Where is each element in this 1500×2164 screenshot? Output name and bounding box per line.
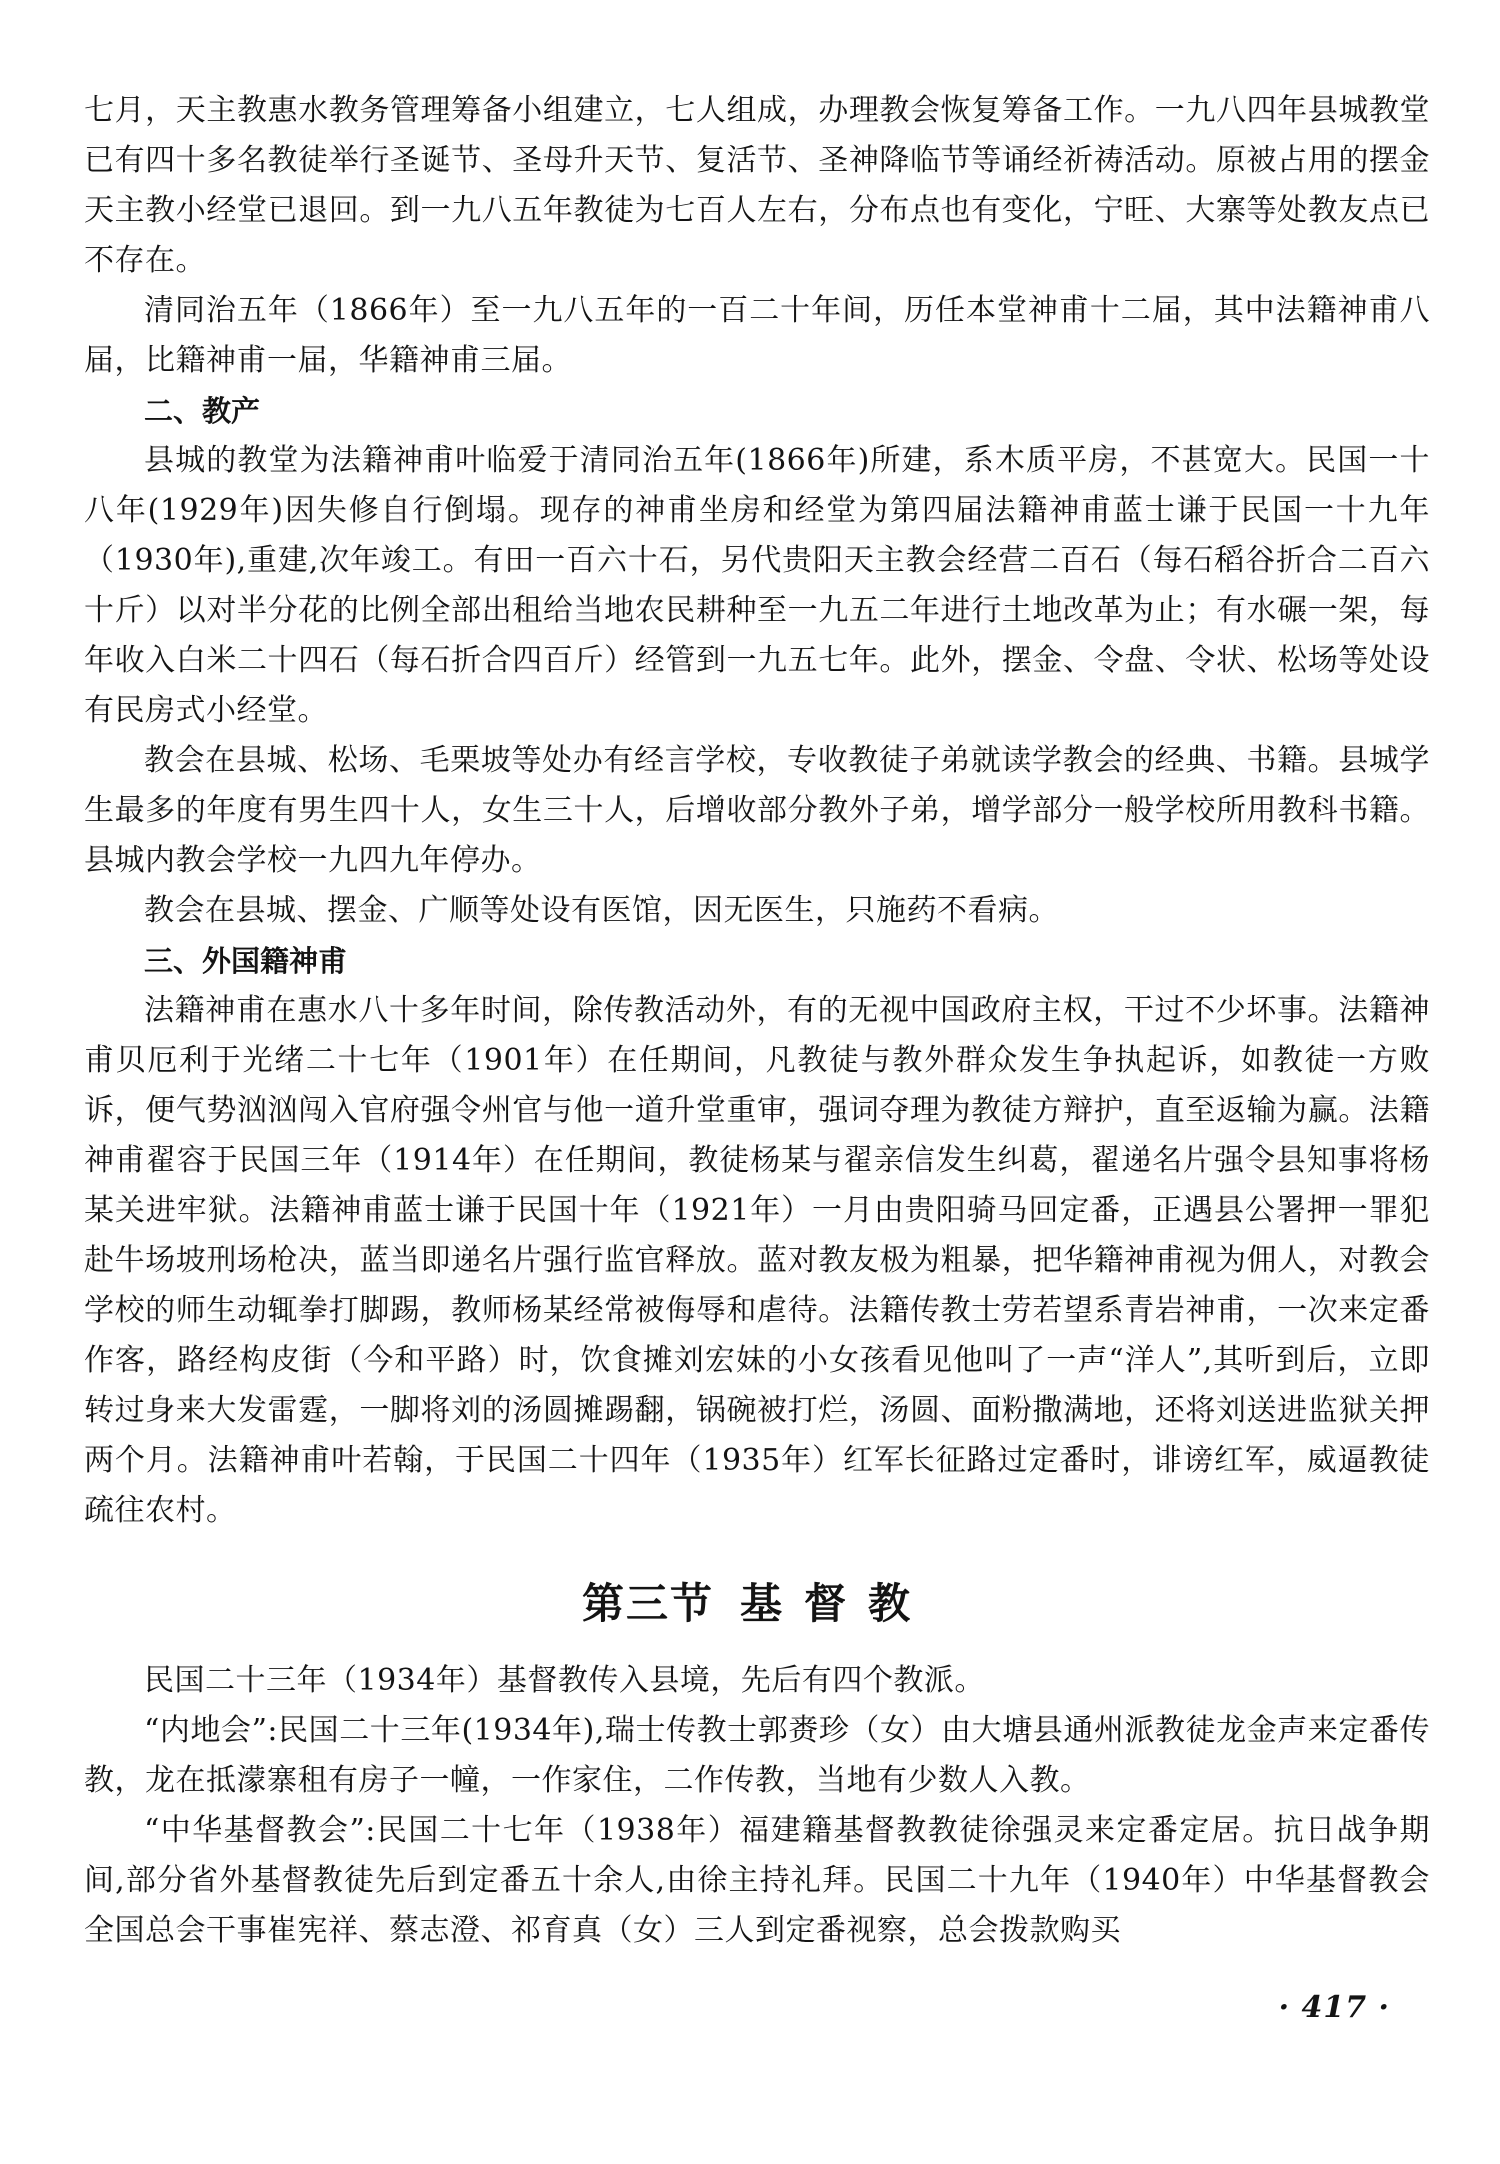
paragraph-church-clinics: 教会在县城、摆金、广顺等处设有医馆，因无医生，只施药不看病。 xyxy=(144,893,1059,928)
section-title xyxy=(84,1574,1430,1634)
page-number: · 417 · xyxy=(1278,1990,1390,2025)
paragraph-foreign-priests: 法籍神甫在惠水八十多年时间，除传教活动外，有的无视中国政府主权，干过不少坏事。法籍神甫贝厄利于光绪二十七年（1901年）在任期间，凡教徒与教外群众发生争执起诉，如教徒一方败诉，便气势汹汹闯入官府强令州官与他一道升堂重审，强词夺理为教徒方辩护，直至返输为赢。法籍神甫翟容于民国三年（1914年）在任期间，教徒杨某与翟亲信发生纠葛，翟递名片强令县知事将杨某关进牢狱。法籍神甫蓝士谦于民国十年（1921年）一月由贵阳骑马回定番，正遇县公署押一罪犯赴牛场坡刑场枪决，蓝当即递名片强行监官释放。蓝对教友极为粗暴，把华籍神甫视为佣人，对教会学校的师生动辄拳打脚踢，教师杨某经常被侮辱和虐待。法籍传教士劳若望系青岩神甫，一次来定番作客，路经构皮街（今和平路）时，饮食摊刘宏妹的小女孩看见他叫了一声“洋人”,其听到后，立即转过身来大发雷霆，一脚将刘的汤圆摊踢翻，锅碗被打烂，汤圆、面粉撒满地，还将刘送进监狱关押两个月。法籍神甫叶若翰，于民国二十四年（1935年）红军长征路过定番时，诽谤红军，威逼教徒疏往农村。 xyxy=(84,993,1430,1528)
paragraph-inland-mission: “内地会”:民国二十三年(1934年),瑞士传教士郭赉珍（女）由大塘县通州派教徒龙金声来定番传教，龙在抵濛寨租有房子一幢，一作家住，二作传教，当地有少数人入教。 xyxy=(84,1713,1430,1798)
paragraph-church-buildings: 县城的教堂为法籍神甫叶临爱于清同治五年(1866年)所建，系木质平房，不甚宽大。民国一十八年(1929年)因失修自行倒塌。现存的神甫坐房和经堂为第四届法籍神甫蓝士谦于民国一十九年（1930年),重建,次年竣工。有田一百六十石，另代贵阳天主教会经营二百石（每石稻谷折合二百六十斤）以对半分花的比例全部出租给当地农民耕种至一九五二年进行土地改革为止；有水碾一架，每年收入白米二十四石（每石折合四百斤）经管到一九五七年。此外，摆金、令盘、令状、松场等处设有民房式小经堂。 xyxy=(84,443,1430,728)
page-content xyxy=(84,86,1430,1956)
paragraph-priest-history: 清同治五年（1866年）至一九八五年的一百二十年间，历任本堂神甫十二届，其中法籍神甫八届，比籍神甫一届，华籍神甫三届。 xyxy=(84,293,1430,378)
heading-foreign-priests: 三、外国籍神甫 xyxy=(144,944,348,978)
section-title-word: 基督教 xyxy=(740,1579,933,1628)
heading-church-property: 二、教产 xyxy=(144,394,261,428)
paragraph-chinese-christian-church: “中华基督教会”:民国二十七年（1938年）福建籍基督教教徒徐强灵来定番定居。抗日战争期间,部分省外基督教徒先后到定番五十余人,由徐主持礼拜。民国二十九年（1940年）中华基督教会全国总会干事崔宪祥、蔡志澄、祁育真（女）三人到定番视察，总会拨款购买 xyxy=(84,1813,1430,1948)
paragraph-catholic-revival: 七月，天主教惠水教务管理筹备小组建立，七人组成，办理教会恢复筹备工作。一九八四年县城教堂已有四十多名教徒举行圣诞节、圣母升天节、复活节、圣神降临节等诵经祈祷活动。原被占用的摆金天主教小经堂已退回。到一九八五年教徒为七百人左右，分布点也有变化，宁旺、大寨等处教友点已不存在。 xyxy=(84,93,1430,278)
paragraph-church-schools: 教会在县城、松场、毛栗坡等处办有经言学校，专收教徒子弟就读学教会的经典、书籍。县城学生最多的年度有男生四十人，女生三十人，后增收部分教外子弟，增学部分一般学校所用教科书籍。县城内教会学校一九四九年停办。 xyxy=(84,743,1430,878)
paragraph-protestant-intro: 民国二十三年（1934年）基督教传入县境，先后有四个教派。 xyxy=(144,1663,985,1698)
section-title-prefix: 第三节 xyxy=(581,1579,714,1628)
